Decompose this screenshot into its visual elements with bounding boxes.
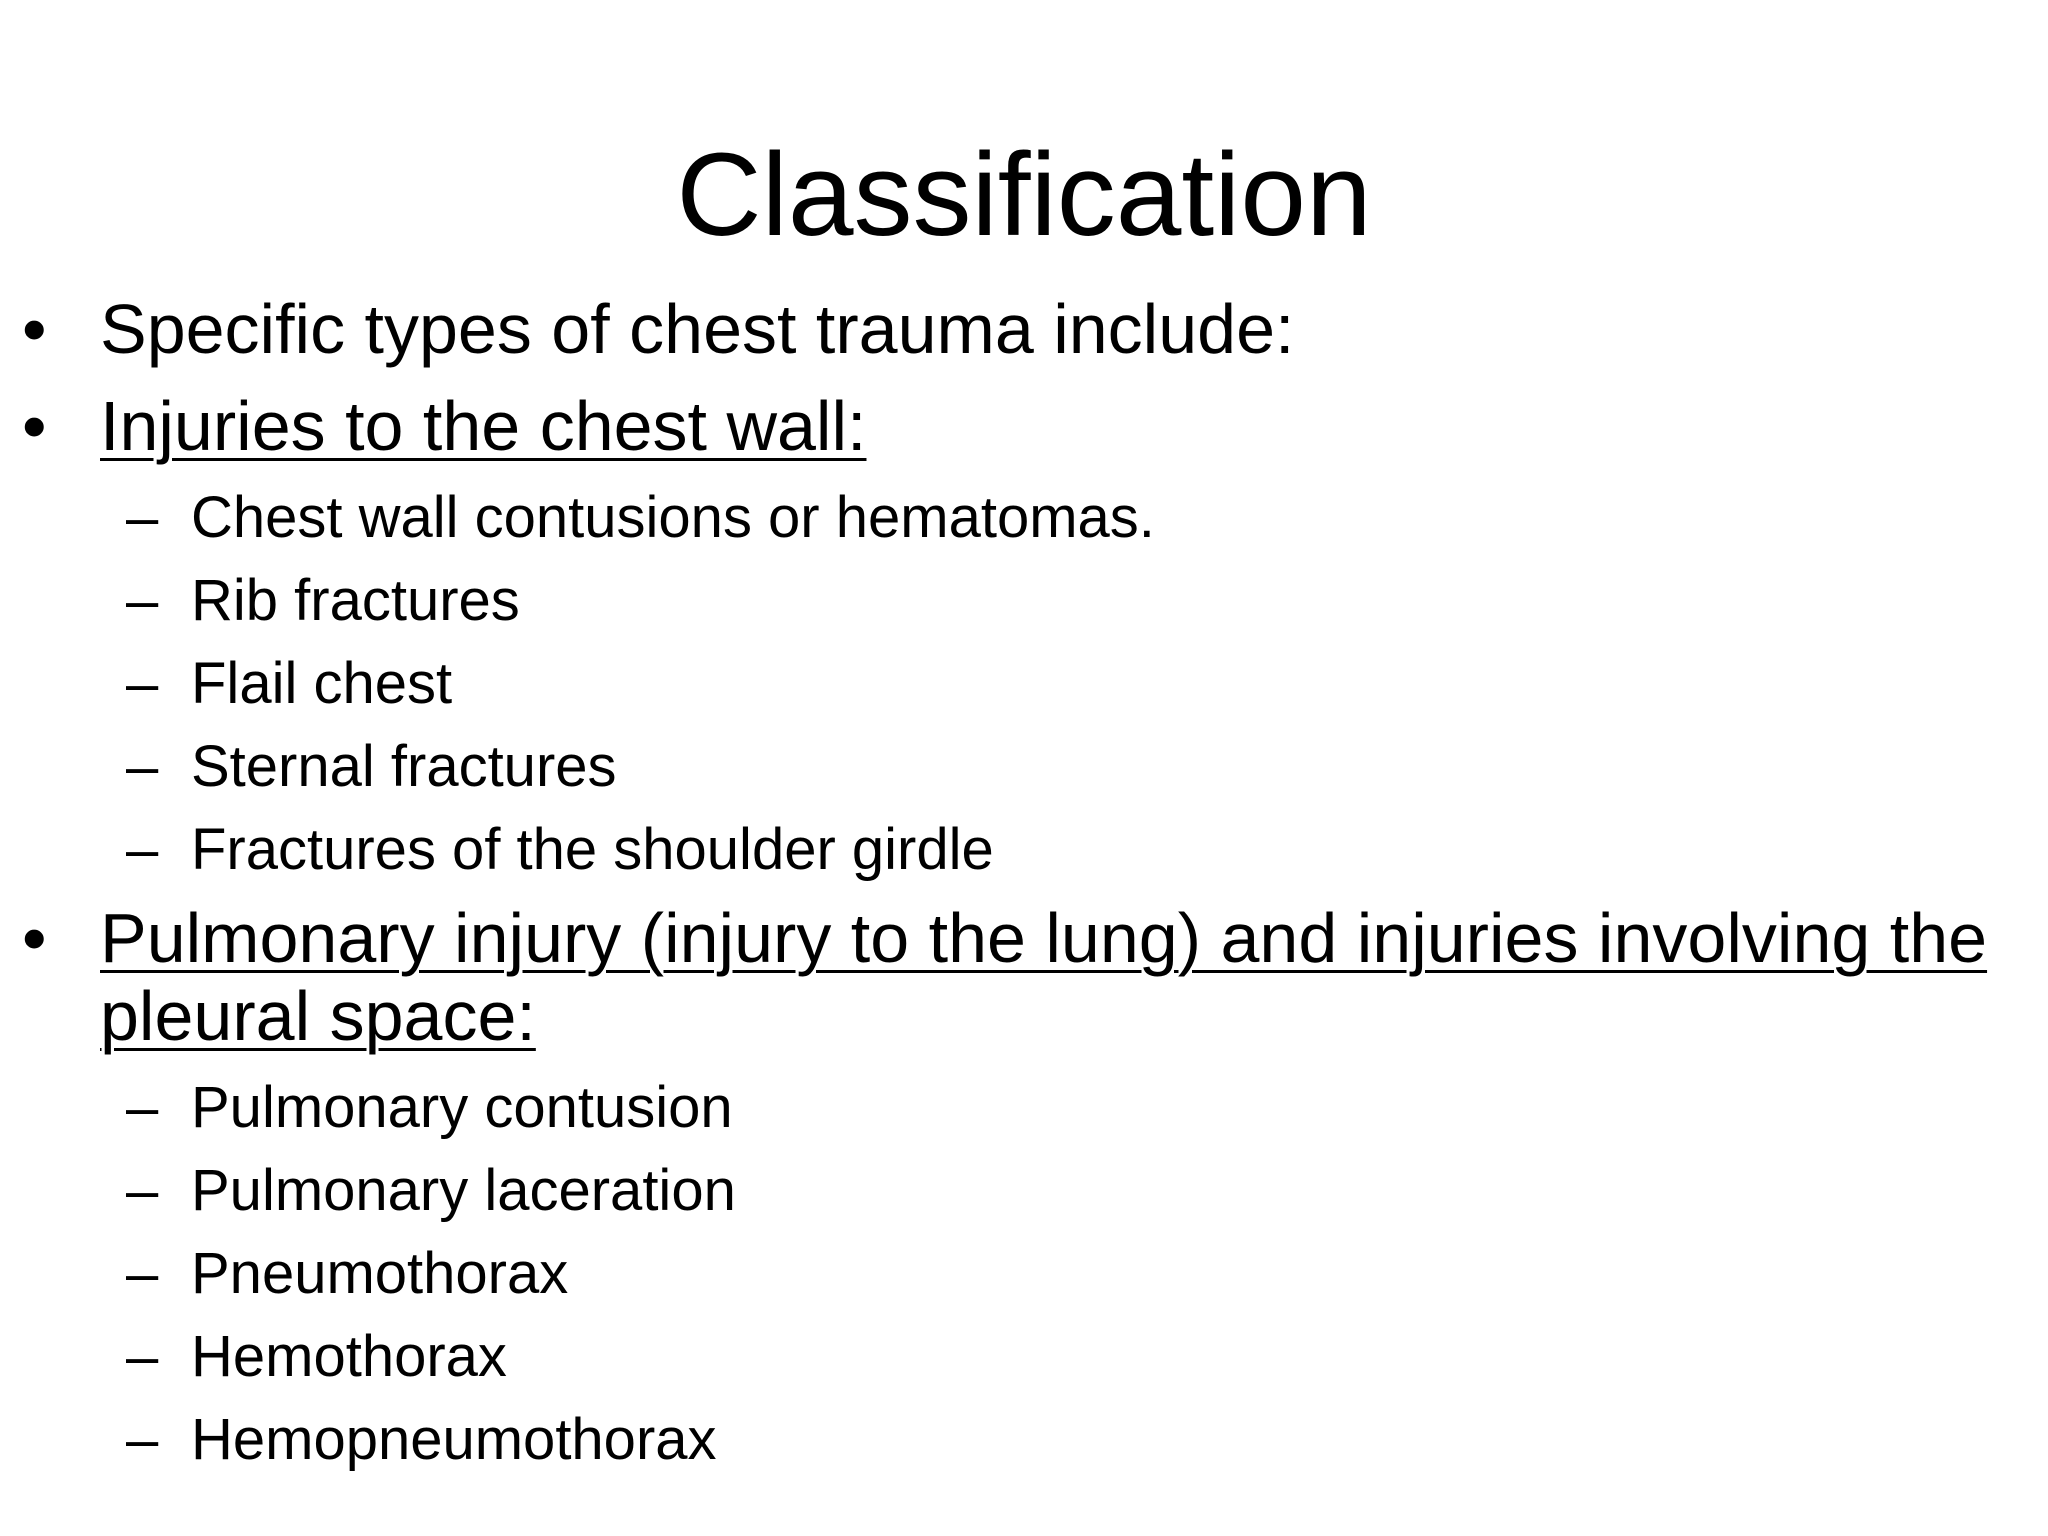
slide-title: Classification: [676, 129, 1372, 261]
dash-glyph: –: [126, 485, 159, 550]
sub-item-text: Hemothorax: [191, 1324, 507, 1389]
sub-item: [0, 733, 2048, 801]
dash-glyph: –: [126, 1075, 159, 1140]
dash-glyph: –: [126, 651, 159, 716]
dash-glyph: –: [126, 568, 159, 633]
dash-glyph: –: [126, 1158, 159, 1223]
sub-item-text: Flail chest: [191, 651, 453, 716]
bullet-glyph: •: [22, 387, 47, 465]
bullet-glyph: •: [22, 290, 47, 368]
bullet-item: [0, 290, 2048, 368]
sub-item: [0, 1323, 2048, 1391]
sub-item: [0, 650, 2048, 718]
sub-item-text: Pulmonary contusion: [191, 1075, 733, 1140]
sub-item-text: Rib fractures: [191, 568, 520, 633]
dash-glyph: –: [126, 1241, 159, 1306]
sub-item: [0, 567, 2048, 635]
section-heading-pulmonary: Pulmonary injury (injury to the lung) and injuries involving the pleural space:: [100, 899, 1988, 1055]
sub-item-text: Sternal fractures: [191, 734, 617, 799]
dash-glyph: –: [126, 1324, 159, 1389]
sub-item: [0, 1074, 2048, 1142]
section-heading-chest-wall: Injuries to the chest wall:: [100, 387, 867, 465]
sub-item: [0, 1157, 2048, 1225]
sub-item: [0, 1240, 2048, 1308]
pulmonary-sublist: [0, 1074, 2048, 1474]
sub-item-text: Hemopneumothorax: [191, 1407, 717, 1472]
dash-glyph: –: [126, 734, 159, 799]
sub-item-text: Chest wall contusions or hematomas.: [191, 485, 1155, 550]
dash-glyph: –: [126, 817, 159, 882]
sub-item: [0, 816, 2048, 884]
sub-item: [0, 1406, 2048, 1474]
bullet-list: [0, 290, 2048, 1489]
sub-item-text: Pneumothorax: [191, 1241, 569, 1306]
sub-item-text: Fractures of the shoulder girdle: [191, 817, 994, 882]
sub-item: [0, 484, 2048, 552]
bullet-item: [0, 387, 2048, 465]
bullet-item: [0, 899, 2048, 1055]
chest-wall-sublist: [0, 484, 2048, 884]
bullet-text: Specific types of chest trauma include:: [100, 290, 1295, 368]
bullet-glyph: •: [22, 899, 47, 977]
dash-glyph: –: [126, 1407, 159, 1472]
sub-item-text: Pulmonary laceration: [191, 1158, 736, 1223]
